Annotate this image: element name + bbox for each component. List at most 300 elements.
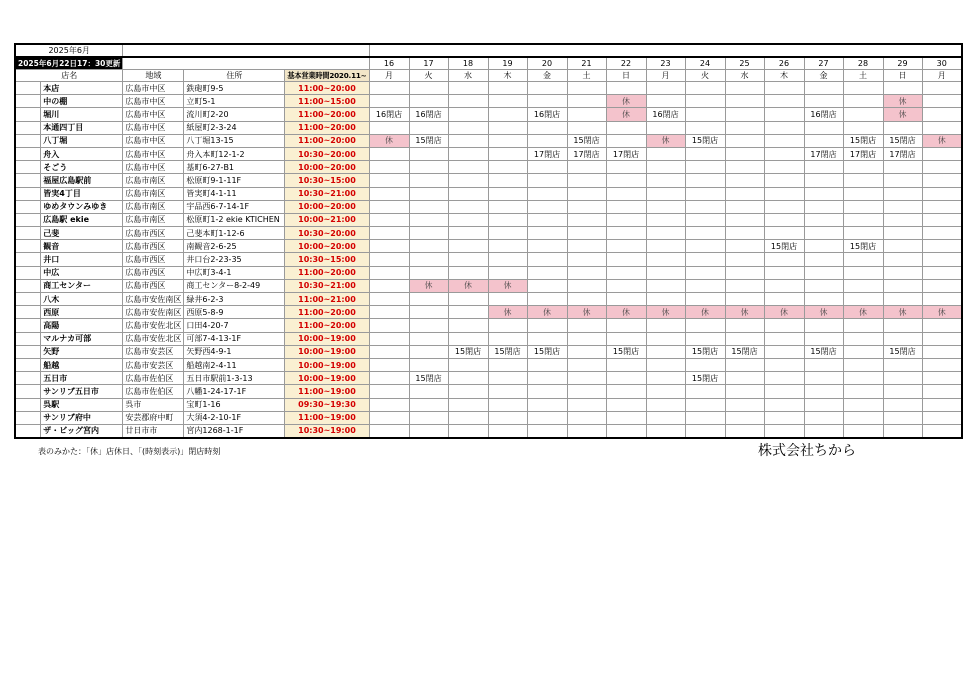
schedule-cell [804,332,843,345]
store-hours: 10:00~19:00 [285,332,369,345]
schedule-cell [606,200,646,213]
schedule-cell [922,332,962,345]
store-address: 可部7-4-13-1F [184,332,285,345]
row-spacer [15,147,41,160]
row-spacer [15,266,41,279]
schedule-cell [606,227,646,240]
store-hours: 11:00~19:00 [285,385,369,398]
store-address: 皆実町4-1-11 [184,187,285,200]
schedule-cell [922,319,962,332]
schedule-cell [804,293,843,306]
schedule-cell [448,253,488,266]
store-area: 広島市西区 [123,240,184,253]
store-row [15,372,962,385]
closed-day-cell: 休 [369,134,409,147]
schedule-cell [883,121,922,134]
store-row [15,332,962,345]
schedule-cell [725,372,764,385]
schedule-cell [448,266,488,279]
schedule-cell [567,345,606,358]
schedule-cell [369,306,409,319]
store-hours: 11:00~15:00 [285,95,369,108]
day-number: 25 [725,57,764,70]
schedule-cell [488,108,527,121]
closed-day-cell: 休 [922,134,962,147]
schedule-cell [448,187,488,200]
store-address: 流川町2-20 [184,108,285,121]
schedule-cell [448,147,488,160]
company-name: 株式会社ちから [758,443,856,459]
schedule-cell [527,213,567,226]
schedule-cell [725,266,764,279]
schedule-cell [567,424,606,438]
store-area: 広島市安佐南区 [123,293,184,306]
store-hours: 09:30~19:30 [285,398,369,411]
store-area: 広島市中区 [123,121,184,134]
schedule-cell [369,161,409,174]
weekday-label: 木 [764,70,804,82]
schedule-cell [725,161,764,174]
schedule-cell [527,240,567,253]
weekday-label: 水 [448,70,488,82]
early-close-cell: 15閉店 [527,345,567,358]
store-name: 中広 [41,266,123,279]
schedule-cell [883,213,922,226]
schedule-cell [448,227,488,240]
store-name: サンリブ五日市 [41,385,123,398]
schedule-cell [725,147,764,160]
schedule-cell [883,372,922,385]
schedule-cell [488,174,527,187]
schedule-cell [646,240,685,253]
schedule-cell [409,253,448,266]
store-area: 広島市南区 [123,174,184,187]
schedule-cell [606,174,646,187]
early-close-cell: 15閉店 [843,134,883,147]
schedule-cell [685,398,725,411]
schedule-cell [685,279,725,292]
schedule-cell [804,411,843,424]
row-spacer [15,398,41,411]
schedule-cell [488,200,527,213]
schedule-cell [883,253,922,266]
schedule-cell [764,108,804,121]
schedule-cell [804,385,843,398]
schedule-cell [804,95,843,108]
schedule-cell [883,398,922,411]
row-spacer [15,121,41,134]
closed-day-cell: 休 [883,108,922,121]
closed-day-cell: 休 [646,134,685,147]
schedule-cell [488,187,527,200]
store-hours: 10:00~20:00 [285,240,369,253]
closed-day-cell: 休 [725,306,764,319]
updated-label: 2025年6月22日17：30更新 [15,57,123,70]
schedule-cell [527,200,567,213]
schedule-cell [606,240,646,253]
schedule-cell [685,227,725,240]
day-number: 17 [409,57,448,70]
day-number: 27 [804,57,843,70]
schedule-cell [843,266,883,279]
early-close-cell: 15閉店 [764,240,804,253]
store-name: 本通四丁目 [41,121,123,134]
early-close-cell: 15閉店 [883,134,922,147]
store-row [15,121,962,134]
schedule-cell [369,424,409,438]
schedule-cell [409,240,448,253]
schedule-cell [843,82,883,95]
schedule-cell [527,134,567,147]
closed-day-cell: 休 [764,306,804,319]
store-name: そごう [41,161,123,174]
month-row [15,44,962,57]
schedule-cell [804,240,843,253]
schedule-cell [764,358,804,371]
schedule-cell [843,332,883,345]
closed-day-cell: 休 [646,306,685,319]
closed-day-cell: 休 [685,306,725,319]
schedule-cell [646,121,685,134]
schedule-cell [685,266,725,279]
store-address: 緑井6-2-3 [184,293,285,306]
schedule-cell [448,293,488,306]
schedule-cell [527,424,567,438]
schedule-cell [646,424,685,438]
schedule-cell [646,200,685,213]
area-column-header: 地域 [123,70,184,82]
schedule-cell [369,121,409,134]
early-close-cell: 17閉店 [804,147,843,160]
schedule-cell [685,240,725,253]
store-name: 舟入 [41,147,123,160]
schedule-cell [725,279,764,292]
schedule-cell [488,253,527,266]
early-close-cell: 15閉店 [606,345,646,358]
store-address: 五日市駅前1-3-13 [184,372,285,385]
schedule-cell [685,161,725,174]
closed-day-cell: 休 [606,306,646,319]
schedule-cell [764,134,804,147]
early-close-cell: 15閉店 [448,345,488,358]
store-hours: 10:00~21:00 [285,213,369,226]
store-area: 広島市西区 [123,279,184,292]
row-spacer [15,82,41,95]
schedule-cell [409,411,448,424]
schedule-cell [646,95,685,108]
schedule-cell [409,174,448,187]
schedule-cell [448,372,488,385]
store-name: マルナカ可部 [41,332,123,345]
schedule-cell [804,227,843,240]
schedule-cell [409,345,448,358]
schedule-cell [764,187,804,200]
schedule-cell [409,121,448,134]
schedule-cell [725,95,764,108]
row-spacer [15,372,41,385]
row-spacer [15,213,41,226]
schedule-cell [646,174,685,187]
row-spacer [15,293,41,306]
store-area: 広島市西区 [123,253,184,266]
schedule-cell [527,319,567,332]
schedule-cell [606,187,646,200]
schedule-cell [567,161,606,174]
schedule-cell [606,82,646,95]
schedule-cell [883,411,922,424]
weekday-label: 金 [527,70,567,82]
early-close-cell: 17閉店 [567,147,606,160]
schedule-cell [685,253,725,266]
day-number: 22 [606,57,646,70]
schedule-cell [567,319,606,332]
schedule-cell [369,332,409,345]
address-column-header: 住所 [184,70,285,82]
store-area: 広島市中区 [123,82,184,95]
closed-day-cell: 休 [606,108,646,121]
schedule-cell [764,213,804,226]
schedule-cell [685,332,725,345]
schedule-cell [369,147,409,160]
store-address: 立町5-1 [184,95,285,108]
schedule-cell [922,200,962,213]
early-close-cell: 15閉店 [685,345,725,358]
early-close-cell: 16閉店 [527,108,567,121]
schedule-cell [409,187,448,200]
store-name: 矢野 [41,345,123,358]
schedule-cell [764,82,804,95]
schedule-cell [804,398,843,411]
schedule-cell [448,358,488,371]
schedule-cell [922,424,962,438]
schedule-cell [922,147,962,160]
store-area: 広島市安佐南区 [123,306,184,319]
store-area: 広島市南区 [123,213,184,226]
month-label: 2025年6月 [15,44,123,57]
schedule-cell [646,266,685,279]
store-row [15,424,962,438]
schedule-cell [646,227,685,240]
closed-day-cell: 休 [883,306,922,319]
schedule-cell [567,411,606,424]
schedule-cell [883,240,922,253]
schedule-cell [567,398,606,411]
schedule-cell [567,279,606,292]
schedule-cell [804,279,843,292]
schedule-cell [922,227,962,240]
store-hours: 10:00~19:00 [285,358,369,371]
schedule-cell [409,332,448,345]
store-hours: 11:00~21:00 [285,293,369,306]
schedule-cell [725,293,764,306]
schedule-cell [685,82,725,95]
schedule-cell [685,95,725,108]
schedule-cell [725,82,764,95]
schedule-cell [369,95,409,108]
schedule-cell [843,358,883,371]
schedule-cell [922,95,962,108]
schedule-cell [764,398,804,411]
schedule-cell [448,332,488,345]
schedule-cell [488,424,527,438]
schedule-cell [922,398,962,411]
store-area: 呉市 [123,398,184,411]
day-number: 18 [448,57,488,70]
schedule-cell [804,424,843,438]
early-close-cell: 15閉店 [685,134,725,147]
store-area: 広島市佐伯区 [123,372,184,385]
store-name: ザ・ビッグ宮内 [41,424,123,438]
schedule-cell [685,108,725,121]
store-address: 宝町1-16 [184,398,285,411]
schedule-cell [764,200,804,213]
schedule-cell [527,293,567,306]
schedule-cell [646,279,685,292]
day-number: 20 [527,57,567,70]
schedule-cell [448,121,488,134]
schedule-cell [567,95,606,108]
schedule-cell [725,187,764,200]
day-number: 28 [843,57,883,70]
day-number: 16 [369,57,409,70]
row-spacer [15,358,41,371]
store-address: 松原町9-1-11F [184,174,285,187]
schedule-cell [646,332,685,345]
schedule-cell [922,385,962,398]
schedule-cell [725,424,764,438]
schedule-cell [764,253,804,266]
store-hours: 11:00~20:00 [285,266,369,279]
schedule-cell [646,358,685,371]
schedule-cell [646,147,685,160]
schedule-cell [764,411,804,424]
store-area: 広島市安佐北区 [123,332,184,345]
schedule-cell [646,82,685,95]
store-address: 西原5-8-9 [184,306,285,319]
store-address: 基町6-27-B1 [184,161,285,174]
schedule-cell [764,319,804,332]
schedule-cell [685,187,725,200]
schedule-cell [764,95,804,108]
schedule-cell [448,424,488,438]
store-area: 広島市佐伯区 [123,385,184,398]
schedule-cell [843,411,883,424]
store-hours: 10:30~19:00 [285,424,369,438]
schedule-cell [567,266,606,279]
schedule-cell [409,293,448,306]
schedule-cell [804,121,843,134]
closed-day-cell: 休 [883,95,922,108]
schedule-cell [922,82,962,95]
store-row [15,213,962,226]
store-area: 広島市安芸区 [123,345,184,358]
store-row [15,345,962,358]
schedule-cell [448,398,488,411]
schedule-cell [646,187,685,200]
schedule-cell [922,108,962,121]
schedule-cell [606,121,646,134]
store-area: 広島市南区 [123,200,184,213]
store-address: 大須4-2-10-1F [184,411,285,424]
day-number: 29 [883,57,922,70]
store-name: 本店 [41,82,123,95]
schedule-cell [567,253,606,266]
store-area: 広島市中区 [123,95,184,108]
schedule-cell [488,147,527,160]
schedule-cell [843,372,883,385]
schedule-cell [488,358,527,371]
store-area: 廿日市市 [123,424,184,438]
schedule-cell [922,411,962,424]
store-name: 商工センター [41,279,123,292]
schedule-cell [804,187,843,200]
schedule-cell [646,253,685,266]
schedule-cell [804,200,843,213]
schedule-cell [883,200,922,213]
schedule-cell [843,319,883,332]
day-number: 26 [764,57,804,70]
schedule-cell [567,213,606,226]
store-name: 五日市 [41,372,123,385]
store-hours: 10:00~20:00 [285,161,369,174]
day-number: 23 [646,57,685,70]
store-area: 広島市安佐北区 [123,319,184,332]
schedule-cell [606,411,646,424]
schedule-cell [409,424,448,438]
schedule-cell [883,385,922,398]
schedule-cell [488,372,527,385]
schedule-cell [606,293,646,306]
schedule-cell [922,279,962,292]
schedule-cell [843,398,883,411]
schedule-cell [764,293,804,306]
schedule-cell [448,240,488,253]
schedule-cell [369,82,409,95]
store-hours: 10:30~15:00 [285,253,369,266]
schedule-cell [527,121,567,134]
schedule-cell [369,174,409,187]
closed-day-cell: 休 [843,306,883,319]
schedule-cell [567,358,606,371]
schedule-cell [527,266,567,279]
schedule-cell [567,240,606,253]
store-address: 宮内1268-1-1F [184,424,285,438]
row-spacer [15,253,41,266]
early-close-cell: 15閉店 [843,240,883,253]
store-row [15,398,962,411]
schedule-cell [409,200,448,213]
schedule-cell [488,293,527,306]
store-area: 広島市中区 [123,108,184,121]
schedule-cell [369,279,409,292]
weekday-label: 木 [488,70,527,82]
store-area: 広島市西区 [123,227,184,240]
schedule-cell [567,293,606,306]
store-address: 八幡1-24-17-1F [184,385,285,398]
closed-day-cell: 休 [448,279,488,292]
schedule-cell [685,174,725,187]
store-row [15,227,962,240]
schedule-cell [606,424,646,438]
store-hours: 11:00~20:00 [285,134,369,147]
schedule-cell [646,411,685,424]
store-row [15,147,962,160]
store-address: 己斐本町1-12-6 [184,227,285,240]
schedule-cell [527,385,567,398]
schedule-cell [448,134,488,147]
schedule-cell [606,213,646,226]
weekday-label: 月 [369,70,409,82]
